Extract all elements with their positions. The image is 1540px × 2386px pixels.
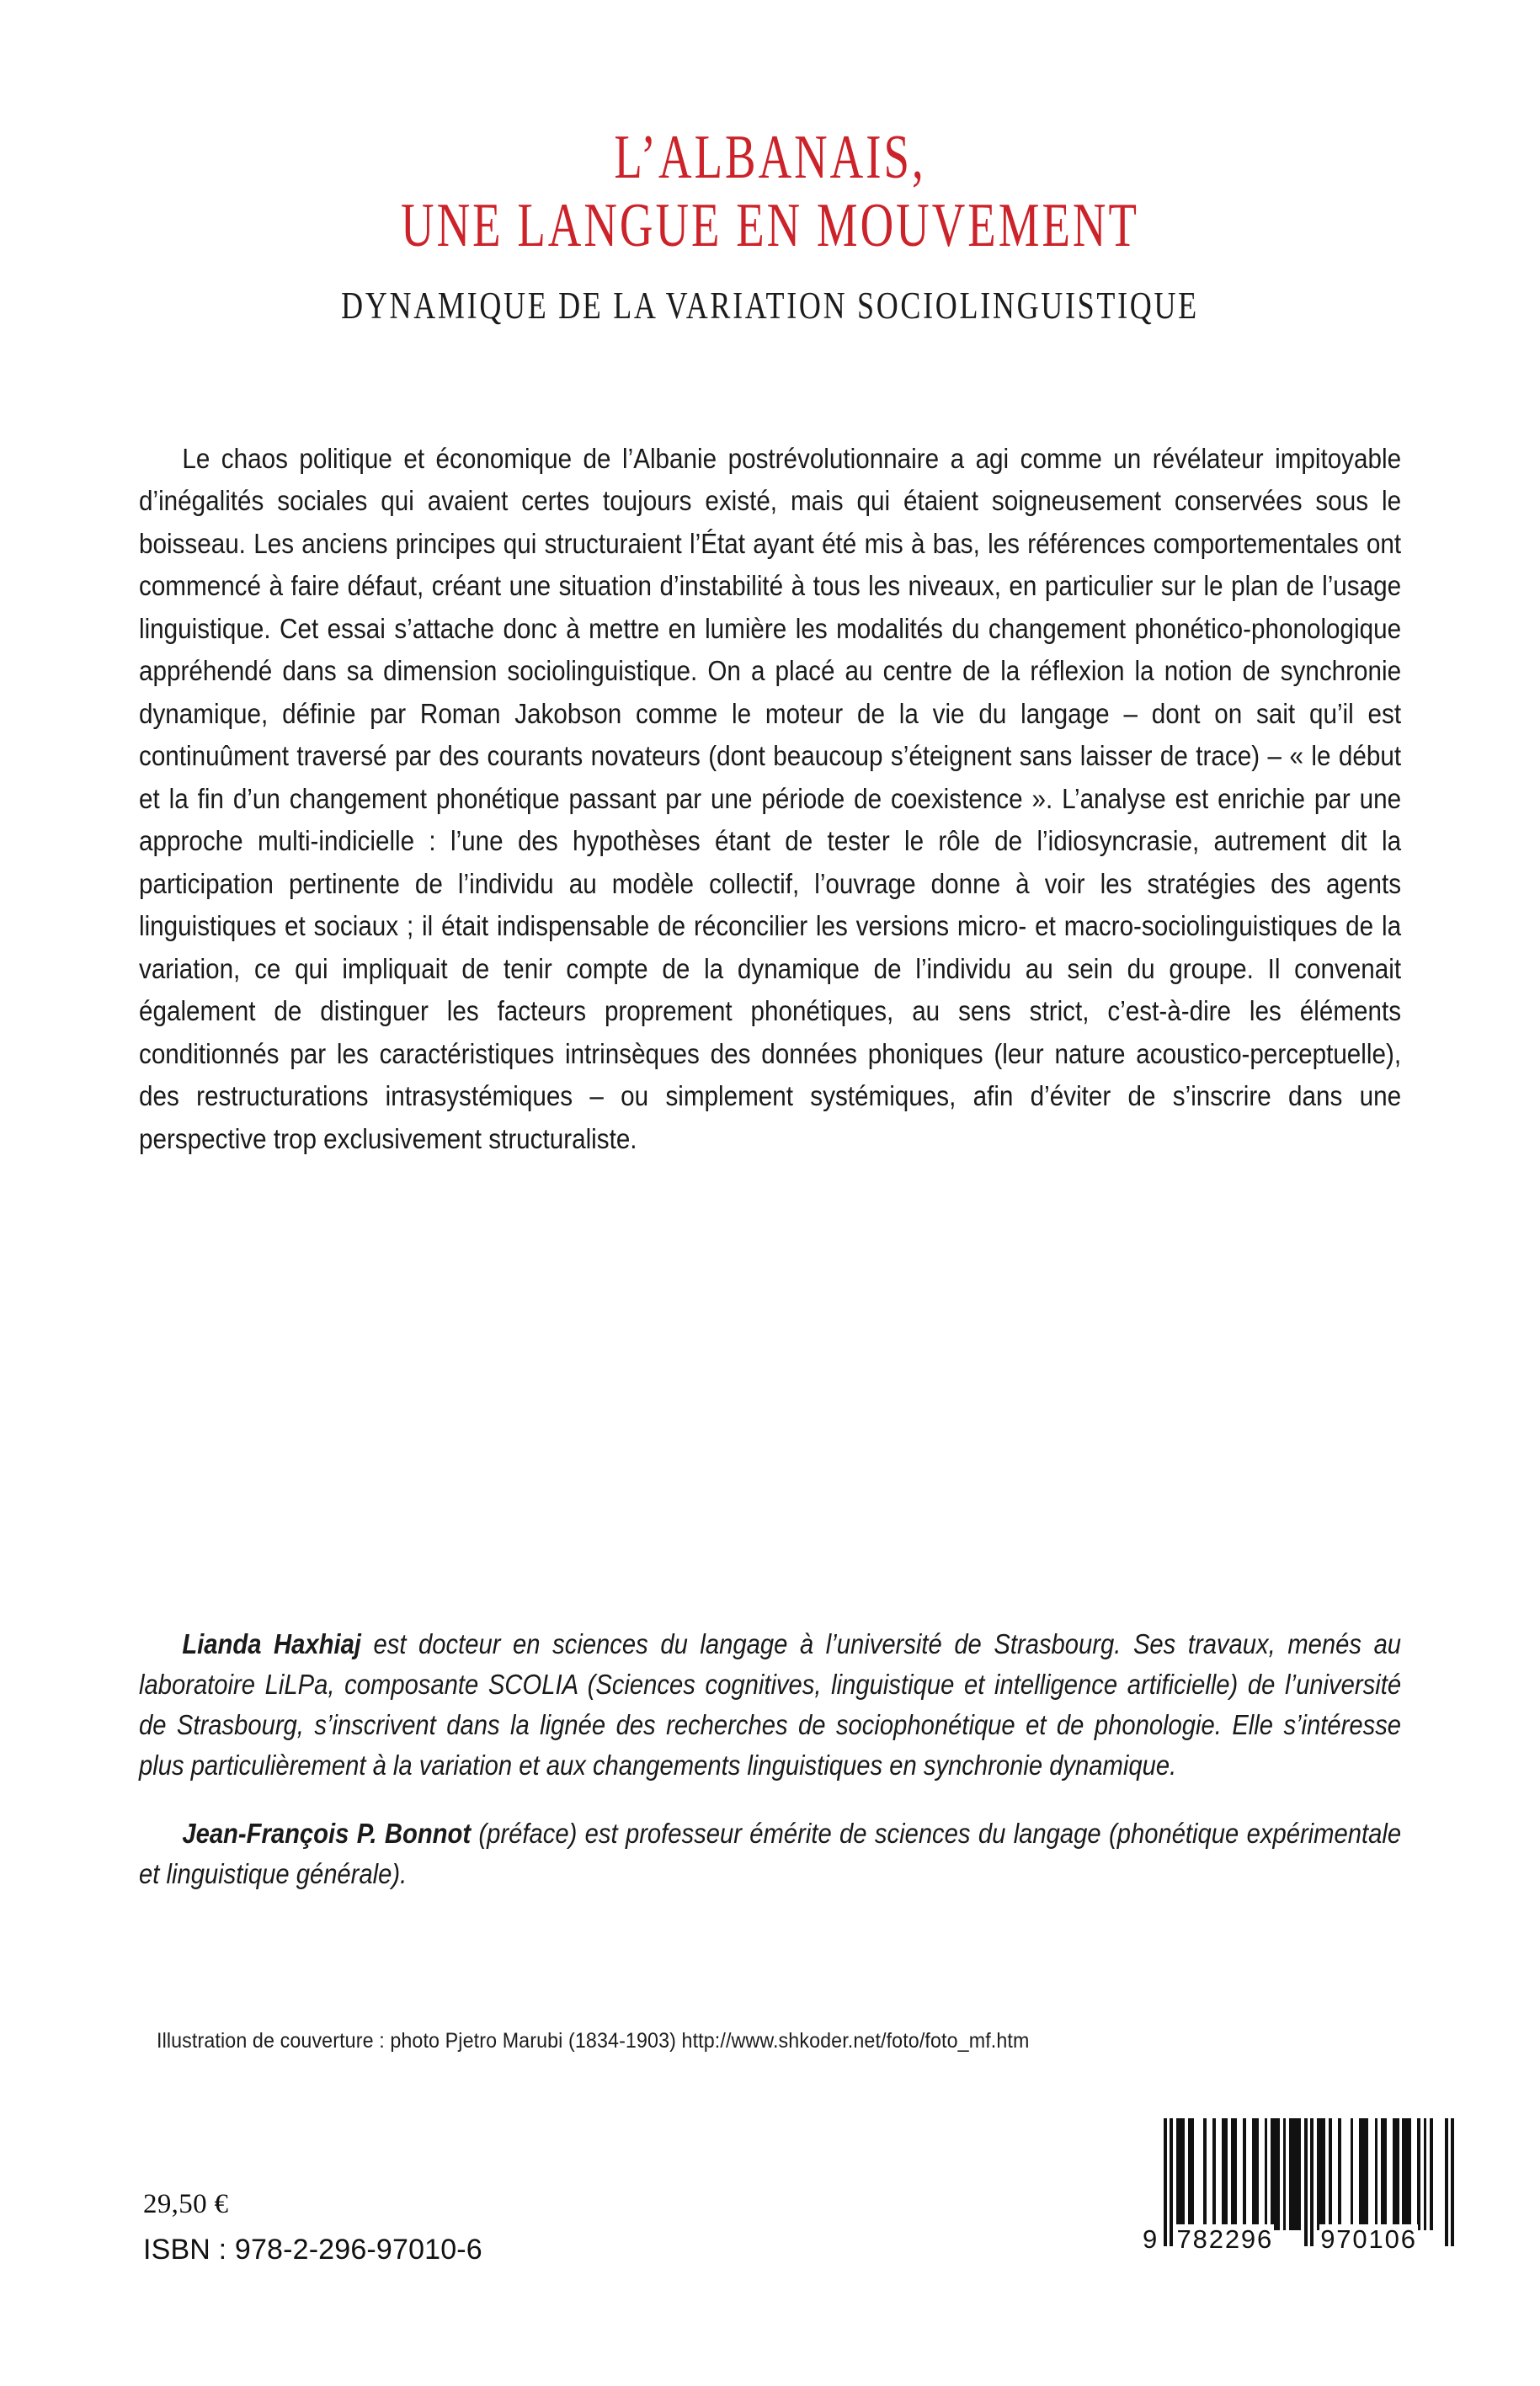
book-title-line-2: UNE LANGUE EN MOUVEMENT bbox=[401, 191, 1139, 261]
book-subtitle: DYNAMIQUE DE LA VARIATION SOCIOLINGUISTIQUE bbox=[341, 284, 1199, 327]
barcode-digits bbox=[1143, 2224, 1454, 2258]
author-bio-text-2: (préface) est professeur émérite de sciences du langage (phonétique expérimentale et linguistique générale). bbox=[139, 1818, 1402, 1889]
author-bio-text-1: est docteur en sciences du langage à l’université de Strasbourg. Ses travaux, menés au laboratoire LiLPa, composante SCOLIA (Sciences cognitives, linguistique et intelligence artificielle) de l’université de Strasbourg, s’inscrivent dans la lignée des recherches de sociophonétique et de phonologie. Elle s’intéresse plus particulièrement à la variation et aux changements linguistiques en synchronie dynamique. bbox=[139, 1628, 1402, 1781]
book-title-line-1: L’ALBANAIS, bbox=[614, 123, 926, 192]
isbn-label: ISBN : 978-2-296-97010-6 bbox=[143, 2234, 482, 2266]
author-bios-section bbox=[139, 1596, 1401, 1922]
author-bio-2 bbox=[139, 1813, 1401, 1894]
title-block bbox=[0, 123, 1540, 328]
author-bio-1 bbox=[139, 1624, 1401, 1786]
author-name-2: Jean-François P. Bonnot bbox=[182, 1818, 472, 1849]
blurb-paragraph: Le chaos politique et économique de l’Albanie postrévolutionnaire a agi comme un révélateur impitoyable d’inégalités sociales qui avaient certes toujours existé, mais qui étaient soigneusement conservées sous le boisseau. Les anciens principes qui structuraient l’État ayant été mis à bas, les références comportementales ont commencé à faire défaut, créant une situation d’instabilité à tous les niveaux, en particulier sur le plan de l’usage linguistique. Cet essai s’attache donc à mettre en lumière les modalités du changement phonético-phonologique appréhendé dans sa dimension sociolinguistique. On a placé au centre de la réflexion la notion de synchronie dynamique, définie par Roman Jakobson comme le moteur de la vie du langage – dont on sait qu’il est continuûment traversé par des courants novateurs (dont beaucoup s’éteignent sans laisser de trace) – « le début et la fin d’un changement phonétique passant par une période de coexistence ». L’analyse est enrichie par une approche multi-indicielle : l’une des hypothèses étant de tester le rôle de l’idiosyncrasie, autrement dit la participation pertinente de l’individu au modèle collectif, l’ouvrage donne à voir les stratégies des agents linguistiques et sociaux ; il était indispensable de réconcilier les versions micro- et macro-sociolinguistiques de la variation, ce qui impliquait de tenir compte de la dynamique de l’individu au sein du groupe. Il convenait également de distinguer les facteurs proprement phonétiques, au sens strict, c’est-à-dire les éléments conditionnés par les caractéristiques intrinsèques des données phoniques (leur nature acoustico-perceptuelle), des restructurations intrasystémiques – ou simplement systémiques, afin d’éviter de s’inscrire dans une perspective trop exclusivement structuraliste. bbox=[139, 443, 1402, 1155]
barcode-digit-group-2: 970106 bbox=[1320, 2224, 1417, 2254]
author-name-1: Lianda Haxhiaj bbox=[182, 1628, 361, 1659]
cover-illustration-credit: Illustration de couverture : photo Pjetro Marubi (1834-1903) http://www.shkoder.net/foto/foto_mf.htm bbox=[157, 2029, 1030, 2053]
barcode-digit-left: 9 bbox=[1143, 2224, 1159, 2254]
blurb-section bbox=[139, 410, 1401, 1190]
price-label: 29,50 € bbox=[143, 2189, 229, 2219]
ean13-barcode bbox=[1143, 2118, 1454, 2278]
barcode-digit-group-1: 782296 bbox=[1176, 2224, 1274, 2254]
